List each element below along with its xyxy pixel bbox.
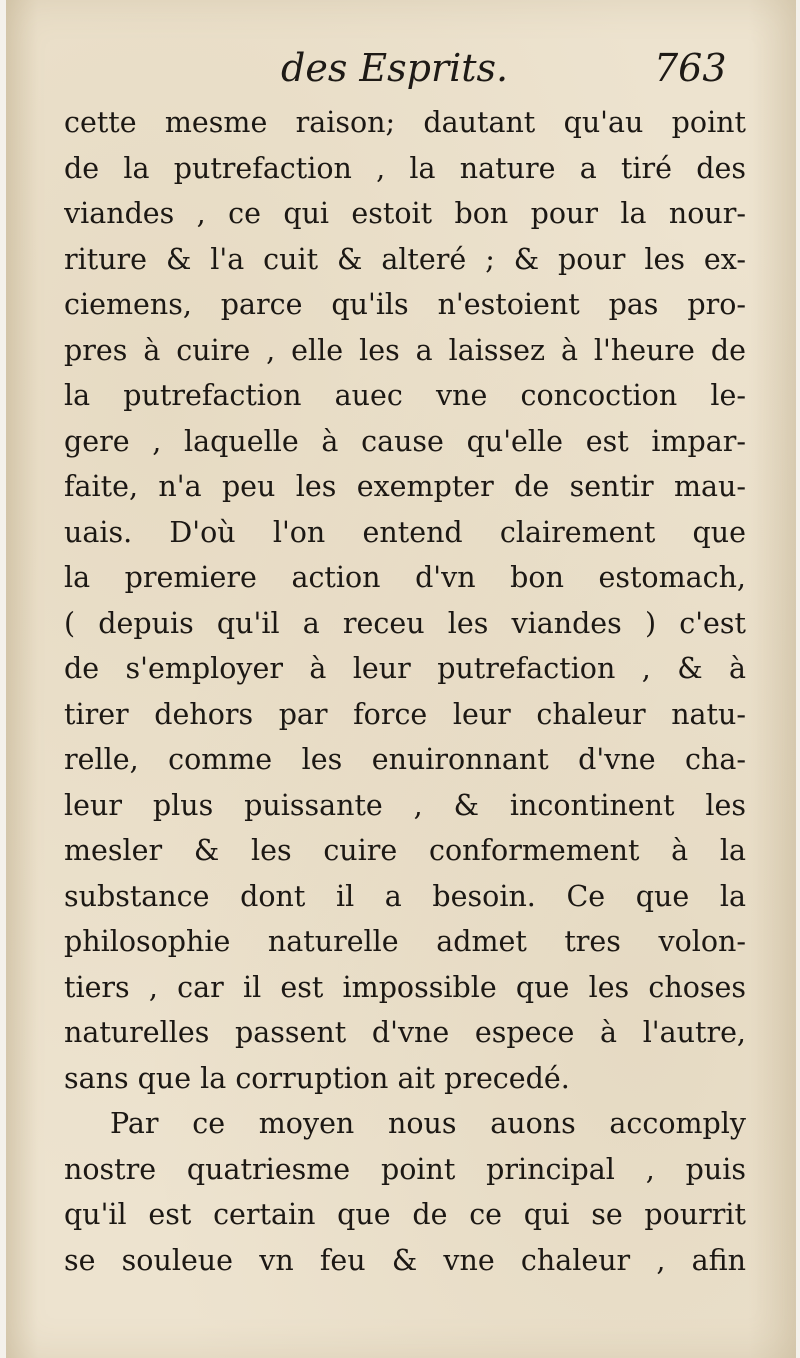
- text-line: se souleue vn feu & vne chaleur , afin: [64, 1243, 746, 1277]
- page-number: 763: [654, 46, 727, 90]
- text-line: tirer dehors par force leur chaleur natu-: [64, 697, 746, 731]
- text-line: pres à cuire , elle les a laissez à l'heure de: [64, 333, 746, 367]
- text-line: ciemens, parce qu'ils n'estoient pas pro-: [64, 288, 746, 321]
- text-line: sans que la corruption ait precedé.: [64, 1061, 570, 1095]
- text-line: cette mesme raison; dautant qu'au point: [64, 106, 746, 139]
- book-page: [6, 0, 796, 1358]
- text-line: substance dont il a besoin. Ce que la: [64, 879, 746, 913]
- text-line: faite, n'a peu les exempter de sentir mau-: [64, 470, 746, 503]
- text-line: la premiere action d'vn bon estomach,: [64, 561, 746, 594]
- running-head: des Esprits.: [281, 46, 509, 90]
- text-line: de s'employer à leur putrefaction , & à: [64, 652, 746, 685]
- text-line: nostre quatriesme point principal , puis: [64, 1152, 746, 1186]
- text-line: de la putrefaction , la nature a tiré des: [64, 151, 746, 185]
- text-line: qu'il est certain que de ce qui se pourrit: [64, 1198, 746, 1231]
- text-line: mesler & les cuire conformement à la: [64, 834, 746, 867]
- text-line: viandes , ce qui estoit bon pour la nour-: [64, 197, 746, 230]
- text-line: ( depuis qu'il a receu les viandes ) c'est: [64, 606, 746, 640]
- text-line: gere , laquelle à cause qu'elle est impar-: [64, 424, 746, 458]
- text-line: riture & l'a cuit & alteré ; & pour les ex-: [64, 242, 746, 276]
- text-line: la putrefaction auec vne concoction le-: [64, 379, 746, 412]
- text-line: leur plus puissante , & incontinent les: [64, 788, 746, 822]
- text-line: tiers , car il est impossible que les choses: [64, 970, 746, 1004]
- text-line: relle, comme les enuironnant d'vne cha-: [64, 743, 746, 776]
- text-line: philosophie naturelle admet tres volon-: [64, 925, 746, 958]
- body-text: [64, 100, 746, 1283]
- page-header: [6, 40, 796, 100]
- text-line: uais. D'où l'on entend clairement que: [64, 515, 746, 549]
- text-line: Par ce moyen nous auons accomply: [110, 1107, 746, 1140]
- text-line: naturelles passent d'vne espece à l'autre,: [64, 1016, 746, 1049]
